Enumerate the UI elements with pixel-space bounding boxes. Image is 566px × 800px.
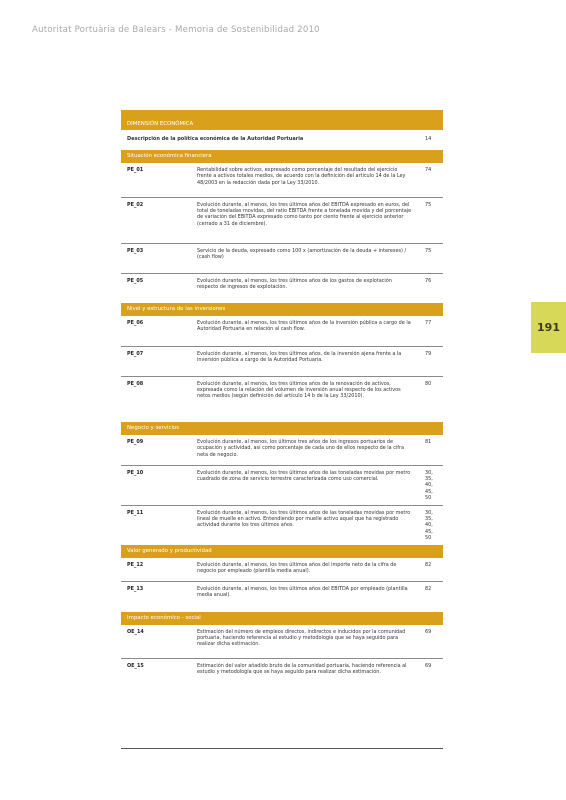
description-page: 14	[425, 136, 432, 142]
indicator-code: PE_01	[121, 163, 197, 197]
indicator-code: PE_11	[127, 509, 144, 516]
indicator-row	[121, 465, 443, 505]
indicator-text: Estimación del número de empleos directos, indirectos e inducidos por la comunidad portuaria, haciendo referencia al estudio y metodología que se haya seguido para realizar dicha estimación.	[197, 625, 419, 659]
indicator-code: PE_12	[121, 558, 197, 582]
indicator-code: PE_05	[127, 277, 144, 284]
indicator-text: Evolución durante, al menos, los tres últimos años del EBITDA por empleado (plantilla media anual).	[197, 586, 408, 599]
indicator-page: 30, 35, 40, 45, 50	[419, 465, 443, 505]
indicator-row	[121, 243, 443, 273]
indicator-text: Evolución durante, al menos, los tres últimos años de la inversión pública a cargo de la Autoridad Portuaria en relación al cash flow.	[197, 316, 419, 346]
section-title: Impacto económico - social	[121, 612, 443, 625]
indicator-row	[121, 316, 443, 346]
indicator-row	[121, 558, 443, 582]
indicator-page: 79	[419, 346, 443, 376]
section-title: Valor generado y productividad	[121, 545, 443, 558]
indicator-page: 81	[419, 435, 443, 465]
indicator-page: 76	[425, 277, 432, 284]
section-header	[121, 422, 443, 435]
indicator-row	[121, 659, 443, 749]
indicator-page: 82	[425, 586, 432, 593]
indicator-row	[121, 346, 443, 376]
section-header	[121, 612, 443, 625]
dimension-title: DIMENSIÓN ECONÓMICA	[121, 110, 443, 130]
indicator-page: 82	[419, 558, 443, 582]
indicator-row	[121, 582, 443, 612]
indicator-code: PE_06	[121, 316, 197, 346]
indicator-code: PE_09	[121, 435, 197, 465]
indicator-row	[121, 197, 443, 243]
page-number: 191	[537, 321, 560, 334]
indicator-text: Estimación del valor añadido bruto de la comunidad portuaria, haciendo referencia al estudio y metodología que se haya seguido para realizar dicha estimación.	[197, 663, 407, 676]
indicator-page: 75	[419, 197, 443, 243]
description-label: Descripción de la política económica de la Autoridad Portuaria	[127, 136, 304, 142]
indicator-text: Evolución durante, al menos, los últimos tres años de los ingresos portuarios de ocupación y actividad, así como porcentaje de cada uno de ellos respecto de la cifra neta de negocio.	[197, 435, 419, 465]
indicator-page: 80	[425, 380, 432, 387]
indicator-code: OE_14	[121, 625, 197, 659]
indicator-page: 74	[419, 163, 443, 197]
indicator-code: PE_02	[121, 197, 197, 243]
section-header	[121, 545, 443, 558]
indicator-text: Evolución durante, al menos, los tres últimos años de las toneladas movidas por metro cuadrado de zona de servicio terrestre caracterizada como uso comercial.	[197, 465, 419, 505]
indicator-code: PE_03	[121, 243, 197, 273]
page-number-tab	[531, 302, 566, 353]
indicator-row	[121, 273, 443, 303]
indicator-text: Evolución durante, al menos, los tres últimos años, de la inversión ajena frente a la inversión pública a cargo de la Autoridad Portuaria.	[197, 346, 419, 376]
indicator-text: Evolución durante, al menos, los tres últimos años del EBITDA expresado en euros, del total de toneladas movidas, del ratio EBITDA frente a tonelada movida y del porcentaje de variación del EBITDA expresado como tanto por ciento frente al ejercicio anterior (cerrado a 31 de diciembre).	[197, 197, 419, 243]
indicator-page: 69	[419, 625, 443, 659]
indicator-text: Evolución durante, al menos, los tres últimos años de la renovación de activos, expresada como la relación del volumen de inversión anual respecto de los activos netos medios (según definición del artículo 14 b de la Ley 33/2010).	[197, 380, 401, 400]
running-header: Autoritat Portuària de Balears - Memoria de Sostenibilidad 2010	[32, 25, 320, 35]
indicator-code: OE_15	[127, 663, 144, 670]
indicator-text: Evolución durante, al menos, los tres últimos años de los gastos de explotación respecto de ingresos de explotación.	[197, 277, 392, 290]
sustainability-index-table	[121, 110, 443, 749]
indicator-code: PE_07	[121, 346, 197, 376]
description-row	[121, 130, 443, 150]
section-title: Negocio y servicios	[121, 422, 443, 435]
indicator-text: Evolución durante, al menos, los tres últimos años del importe neto de la cifra de negocio por empleado (plantilla media anual).	[197, 558, 419, 582]
indicator-page: 77	[419, 316, 443, 346]
section-header	[121, 303, 443, 316]
indicator-page: 75	[419, 243, 443, 273]
indicator-page: 30, 35, 40, 45, 50	[425, 509, 433, 542]
indicator-row	[121, 625, 443, 659]
section-title: Situación económica financiera	[121, 150, 443, 163]
indicator-text: Servicio de la deuda, expresado como 100 x (amortización de la deuda + intereses) / (cash flow)	[197, 243, 419, 273]
indicator-code: PE_10	[121, 465, 197, 505]
indicator-row	[121, 505, 443, 545]
dimension-header-row	[121, 110, 443, 130]
indicator-row	[121, 163, 443, 197]
indicator-text: Evolución durante, al menos, los tres últimos años de las toneladas movidas por metro lineal de muelle en activo. Entendiendo por muelle activo aquel que ha registrado actividad durante los tres últimos años.	[197, 509, 411, 529]
section-title: Nivel y estructura de las inversiones	[121, 303, 443, 316]
indicator-text: Rentabilidad sobre activos, expresado como porcentaje del resultado del ejercicio frente a activos totales medios, de acuerdo con la definición del artículo 14 de la Ley 48/2003 en la redacción dada por la Ley 33/2010.	[197, 163, 419, 197]
indicator-code: PE_08	[127, 380, 144, 387]
indicator-code: PE_13	[127, 586, 144, 593]
indicator-row	[121, 435, 443, 465]
section-header	[121, 150, 443, 163]
indicator-page: 69	[425, 663, 432, 670]
indicator-row	[121, 376, 443, 422]
